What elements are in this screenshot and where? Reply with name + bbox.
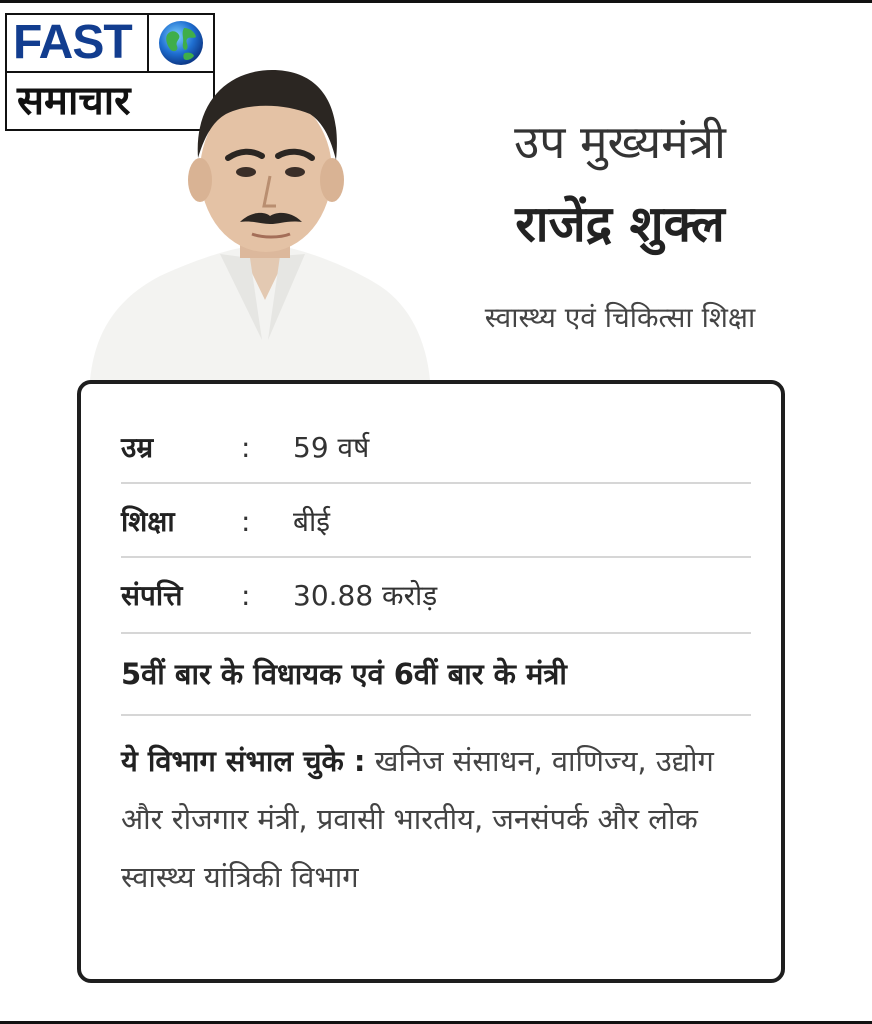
tenure-line: 5वीं बार के विधायक एवं 6वीं बार के मंत्री <box>121 657 567 691</box>
profile-card <box>77 380 785 983</box>
logo-hindi-text: समाचार <box>17 78 131 124</box>
info-colon: : <box>241 579 251 612</box>
departments-text: खनिज संसाधन, वाणिज्य, उद्योग और रोजगार मंत्री, प्रवासी भारतीय, जनसंपर्क और लोक स्वास्थ्य यांत्रिकी विभाग <box>121 744 714 894</box>
department-subtitle: स्वास्थ्य एवं चिकित्सा शिक्षा <box>484 301 756 334</box>
departments-label: ये विभाग संभाल चुके : <box>121 744 366 778</box>
row-divider <box>121 482 751 484</box>
info-row-education <box>121 494 751 550</box>
info-colon: : <box>241 505 251 538</box>
info-row-age <box>121 420 751 476</box>
info-value: 59 वर्ष <box>293 431 370 464</box>
info-colon: : <box>241 431 251 464</box>
portrait-photo <box>90 40 435 380</box>
info-value: 30.88 करोड़ <box>293 579 438 612</box>
info-label: उम्र <box>121 431 154 464</box>
departments-block <box>121 732 751 906</box>
person-name: राजेंद्र शुक्ल <box>515 195 725 253</box>
designation-title: उप मुख्यमंत्री <box>514 115 726 169</box>
info-label: शिक्षा <box>121 505 175 538</box>
info-value: बीई <box>293 505 330 538</box>
row-divider <box>121 632 751 634</box>
row-divider <box>121 714 751 716</box>
row-divider <box>121 556 751 558</box>
info-label: संपत्ति <box>121 579 183 612</box>
logo-fast-text: FAST <box>13 16 132 69</box>
info-row-assets <box>121 568 751 624</box>
